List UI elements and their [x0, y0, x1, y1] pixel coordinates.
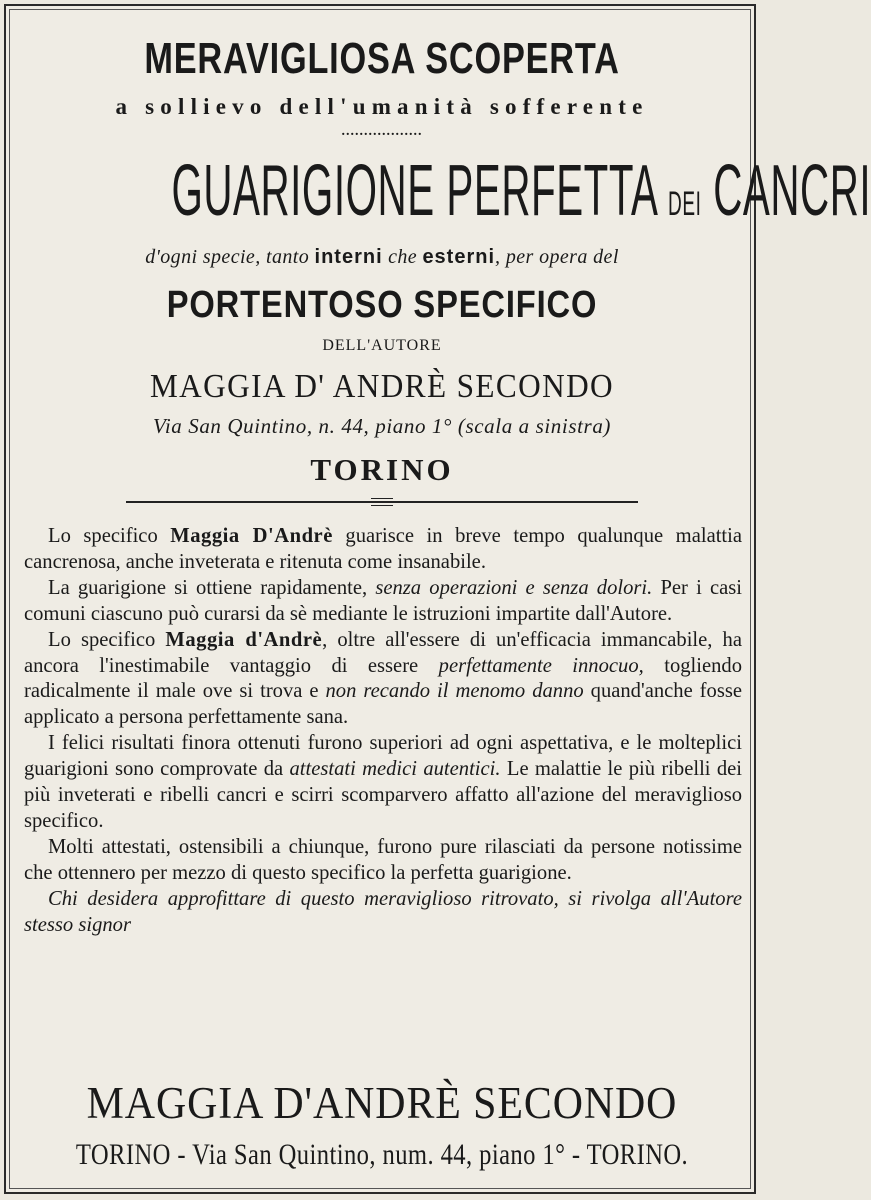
paragraph-5: Molti attestati, ostensibili a chiunque, furono pure rilasciati da persone notissime che ottennero per mezzo di questo specifico la perfetta guarigione. [24, 835, 742, 884]
paragraph-6: Chi desidera approfittare di questo meraviglioso ritrovato, si rivolga all'Autore stesso signor [24, 887, 742, 936]
brand-name: Maggia d'Andrè [165, 628, 323, 651]
paragraph-1: Lo specifico Maggia D'Andrè guarisce in breve tempo qualunque malattia cancrenosa, anche inveterata e ritenuta come insanabile. [24, 525, 743, 573]
address: Via San Quintino, n. 44, piano 1° (scala a sinistra) [152, 414, 612, 438]
main-title [171, 150, 871, 232]
paragraph-3: Lo specifico Maggia d'Andrè, oltre all'essere di un'efficacia immancabile, ha ancora l'inestimabile vantaggio di essere perfettamente innocuo, togliendo radicalmente il male ove si trova e non recando il menomo danno quand'anche fosse applicato a persona perfettamente sana. [24, 628, 743, 729]
footer-name: MAGGIA D'ANDRÈ SECONDO [86, 1078, 678, 1128]
paragraph-2: La guarigione si ottiene rapidamente, senza operazioni e senza dolori. Per i casi comuni ciascuno può curarsi da sè mediante le istruzioni impartite dall'Autore. [24, 576, 742, 625]
species-line [6, 246, 758, 269]
species-line-che: che [388, 246, 418, 268]
main-title-part1: GUARIGIONE PERFETTA [171, 151, 657, 231]
main-title-part2: CANCRI [713, 151, 871, 231]
paragraph-4: I felici risultati finora ottenuti furono superiori ad ogni aspettativa, e le molteplici guarigioni sono comprovate da attestati medici autentici. Le malattie le più ribelli dei più inveterati e ribelli cancri e scirri scomparvero affatto all'azione del meraviglioso specifico. [24, 732, 742, 832]
species-line-interni: interni [314, 246, 383, 268]
product-title: PORTENTOSO SPECIFICO [166, 284, 598, 326]
species-line-esterni: esterni [422, 246, 496, 268]
author-name: MAGGIA D' ANDRÈ SECONDO [149, 368, 615, 405]
divider-ornament [371, 498, 393, 506]
body-text [24, 524, 742, 939]
brand-name: Maggia D'Andrè [170, 525, 333, 547]
headline: MERAVIGLIOSA SCOPERTA [144, 34, 620, 83]
species-line-e: , per opera del [495, 246, 619, 268]
advertisement-frame [4, 4, 871, 1194]
city: TORINO [310, 452, 454, 487]
species-line-a: d'ogni specie, tanto [145, 246, 310, 268]
main-title-small: DEI [668, 185, 702, 223]
footer-address: TORINO - Via San Quintino, num. 44, piano 1° - TORINO. [75, 1138, 689, 1171]
advertisement [6, 6, 871, 1196]
author-label: DELL'AUTORE [322, 337, 442, 354]
separator-dots: .................. [341, 124, 423, 139]
subheadline: a sollievo dell'umanità sofferente [115, 94, 649, 119]
